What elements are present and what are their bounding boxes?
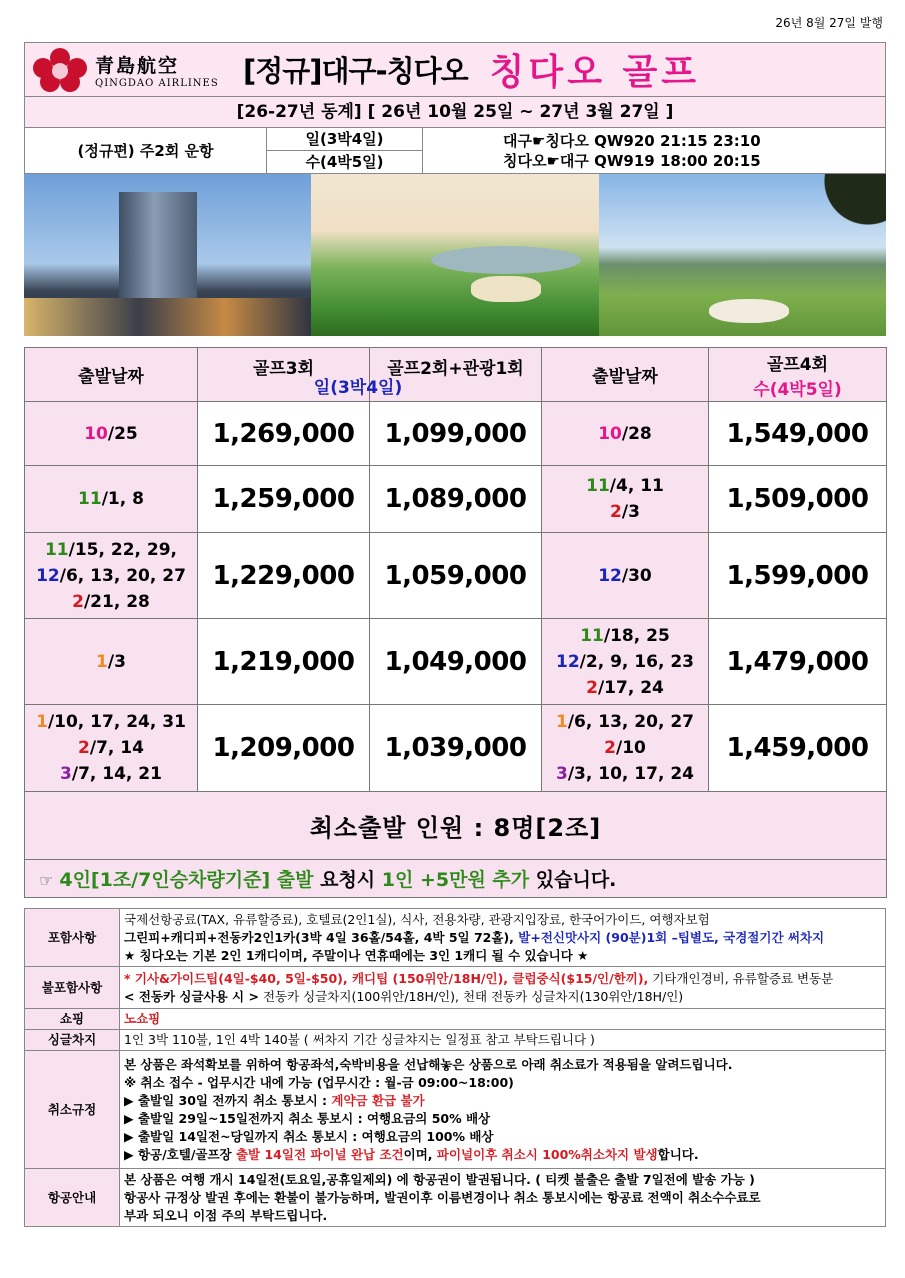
price-golf3: 1,209,000 bbox=[198, 705, 370, 792]
pointing-hand-icon: ☞ bbox=[39, 871, 54, 890]
header-banner bbox=[24, 42, 886, 97]
outbound-flight: 대구☛칭다오 QW920 21:15 23:10 bbox=[503, 131, 761, 150]
price-golf4: 1,599,000 bbox=[709, 533, 887, 619]
return-flight: 칭다오☛대구 QW919 18:00 20:15 bbox=[503, 151, 761, 170]
included-content: 국제선항공료(TAX, 유류할증료), 호텔료(2인1실), 식사, 전용차량, 관광지입장료, 한국어가이드, 여행자보험 그린피+캐디피+전동카2인1카(3박 4일 36홀/54홀, 4박 5일 72홀), 발+전신맛사지 (90분)1회 –팁별도, 국경절기간 써차지 ★ 칭다오는 기본 2인 1캐디이며, 주말이나 연휴때에는 3인 1캐디 될 수 있습니다 ★ bbox=[120, 909, 886, 967]
price-golf2-tour1: 1,089,000 bbox=[370, 466, 542, 533]
included-label: 포함사항 bbox=[25, 909, 120, 967]
price-golf3: 1,269,000 bbox=[198, 402, 370, 466]
excluded-content: * 기사&가이드팁(4일-$40, 5일-$50), 캐디팁 (150위안/18H/인), 클럽중식($15/인/한끼), 기타개인경비, 유류할증료 변동분 < 전동카 싱글사용 시 > 전동카 싱글차지(100위안/18H/인), 천태 전동카 싱글차지(130위안/18H/인) bbox=[120, 967, 886, 1009]
logo-english-name: QINGDAO AIRLINES bbox=[95, 77, 219, 89]
single-charge-label: 싱글차지 bbox=[25, 1030, 120, 1051]
price-golf4: 1,549,000 bbox=[709, 402, 887, 466]
departure-dates-wednesday: 11/4, 11 2/3 bbox=[542, 466, 709, 533]
header-golf4: 골프4회 수(4박5일) bbox=[709, 348, 887, 402]
hotel-photo bbox=[24, 174, 311, 336]
price-golf3: 1,229,000 bbox=[198, 533, 370, 619]
header-golf3: 골프3회 bbox=[198, 348, 370, 402]
header-golf2-tour1: 골프2회+관광1회 bbox=[370, 348, 542, 402]
departure-dates-sunday: 11/15, 22, 29, 12/6, 13, 20, 27 2/21, 28 bbox=[25, 533, 198, 619]
departure-dates-sunday: 10/25 bbox=[25, 402, 198, 466]
excluded-label: 불포함사항 bbox=[25, 967, 120, 1009]
departure-day-sunday: 일(3박4일) bbox=[267, 128, 422, 151]
golf-course-photo bbox=[311, 174, 598, 336]
price-golf3: 1,259,000 bbox=[198, 466, 370, 533]
header-wednesday-subtitle: 수(4박5일) bbox=[753, 379, 842, 400]
cancel-policy-label: 취소규정 bbox=[25, 1051, 120, 1169]
minimum-departure: 최소출발 인원 : 8명[2조] bbox=[25, 792, 887, 860]
price-row bbox=[25, 619, 887, 705]
small-group-surcharge: ☞ 4인[1조/7인승차량기준] 출발 요청시 1인 +5만원 추가 있습니다. bbox=[25, 860, 887, 898]
departure-dates-sunday: 1/3 bbox=[25, 619, 198, 705]
price-golf4: 1,509,000 bbox=[709, 466, 887, 533]
operation-frequency: (정규편) 주2회 운항 bbox=[25, 128, 267, 173]
photo-strip bbox=[24, 174, 886, 336]
single-charge-value: 1인 3박 110불, 1인 4박 140불 ( 써차지 기간 싱글챠지는 일정표 참고 부탁드립니다 ) bbox=[120, 1030, 886, 1051]
header-sunday-subtitle: 일(3박4일) bbox=[313, 378, 403, 398]
departure-dates-sunday: 1/10, 17, 24, 31 2/7, 14 3/7, 14, 21 bbox=[25, 705, 198, 792]
shopping-label: 쇼핑 bbox=[25, 1009, 120, 1030]
price-golf4: 1,479,000 bbox=[709, 619, 887, 705]
season-period: [26-27년 동계] [ 26년 10월 25일 ~ 27년 3월 27일 ] bbox=[24, 97, 886, 128]
header-departure-date: 출발날짜 bbox=[25, 348, 198, 402]
airline-logo bbox=[25, 43, 233, 96]
golf-course-seaside-photo bbox=[599, 174, 886, 336]
route-title: [정규]대구-칭다오 bbox=[243, 54, 468, 88]
price-row bbox=[25, 466, 887, 533]
price-golf3: 1,219,000 bbox=[198, 619, 370, 705]
price-golf2-tour1: 1,099,000 bbox=[370, 402, 542, 466]
departure-dates-wednesday: 10/28 bbox=[542, 402, 709, 466]
logo-chinese-name: 青島航空 bbox=[95, 54, 180, 77]
cancel-policy-content: 본 상품은 좌석확보를 위하여 항공좌석,숙박비용을 선납해놓은 상품으로 아래 취소료가 적용됨을 알려드립니다. ※ 취소 접수 - 업무시간 내에 가능 (업무시간 : 월-금 09:00~18:00) ▶ 출발일 30일 전까지 취소 통보시 : 계약금 환급 불가 ▶ 출발일 29일~15일전까지 취소 통보시 : 여행요금의 50% 배상 ▶ 출발일 14일전~당일까지 취소 통보시 : 여행요금의 100% 배상 ▶ 항공/호텔/골프장 출발 14일전 파이널 완납 조건이며, 파이널이후 취소시 100%취소차지 발생합니다. bbox=[120, 1051, 886, 1169]
air-info-label: 항공안내 bbox=[25, 1169, 120, 1227]
flower-logo-icon bbox=[31, 48, 89, 92]
departure-dates-wednesday: 1/6, 13, 20, 27 2/10 3/3, 10, 17, 24 bbox=[542, 705, 709, 792]
price-row bbox=[25, 705, 887, 792]
price-row bbox=[25, 533, 887, 619]
shopping-value: 노쇼핑 bbox=[120, 1009, 886, 1030]
departure-dates-sunday: 11/1, 8 bbox=[25, 466, 198, 533]
header-departure-date-2: 출발날짜 bbox=[542, 348, 709, 402]
price-row bbox=[25, 402, 887, 466]
departure-dates-wednesday: 12/30 bbox=[542, 533, 709, 619]
flight-schedule bbox=[24, 128, 886, 174]
price-golf2-tour1: 1,049,000 bbox=[370, 619, 542, 705]
departure-dates-wednesday: 11/18, 25 12/2, 9, 16, 23 2/17, 24 bbox=[542, 619, 709, 705]
air-info-content: 본 상품은 여행 개시 14일전(토요일,공휴일제외) 에 항공권이 발권됩니다. ( 티켓 불출은 출발 7일전에 발송 가능 ) 항공사 규정상 발권 후에는 환불이 불가능하며, 발권이후 이름변경이나 취소 통보시에는 항공료 전액이 취소수수료로 부과 되오니 이점 주의 부탁드립니다. bbox=[120, 1169, 886, 1227]
departure-day-wednesday: 수(4박5일) bbox=[305, 153, 384, 171]
issue-date: 26년 8월 27일 발행 bbox=[775, 16, 883, 30]
price-golf2-tour1: 1,039,000 bbox=[370, 705, 542, 792]
price-golf2-tour1: 1,059,000 bbox=[370, 533, 542, 619]
price-golf4: 1,459,000 bbox=[709, 705, 887, 792]
price-table bbox=[24, 347, 887, 898]
product-title: 칭다오 골프 bbox=[489, 52, 701, 93]
info-table bbox=[24, 908, 886, 1227]
